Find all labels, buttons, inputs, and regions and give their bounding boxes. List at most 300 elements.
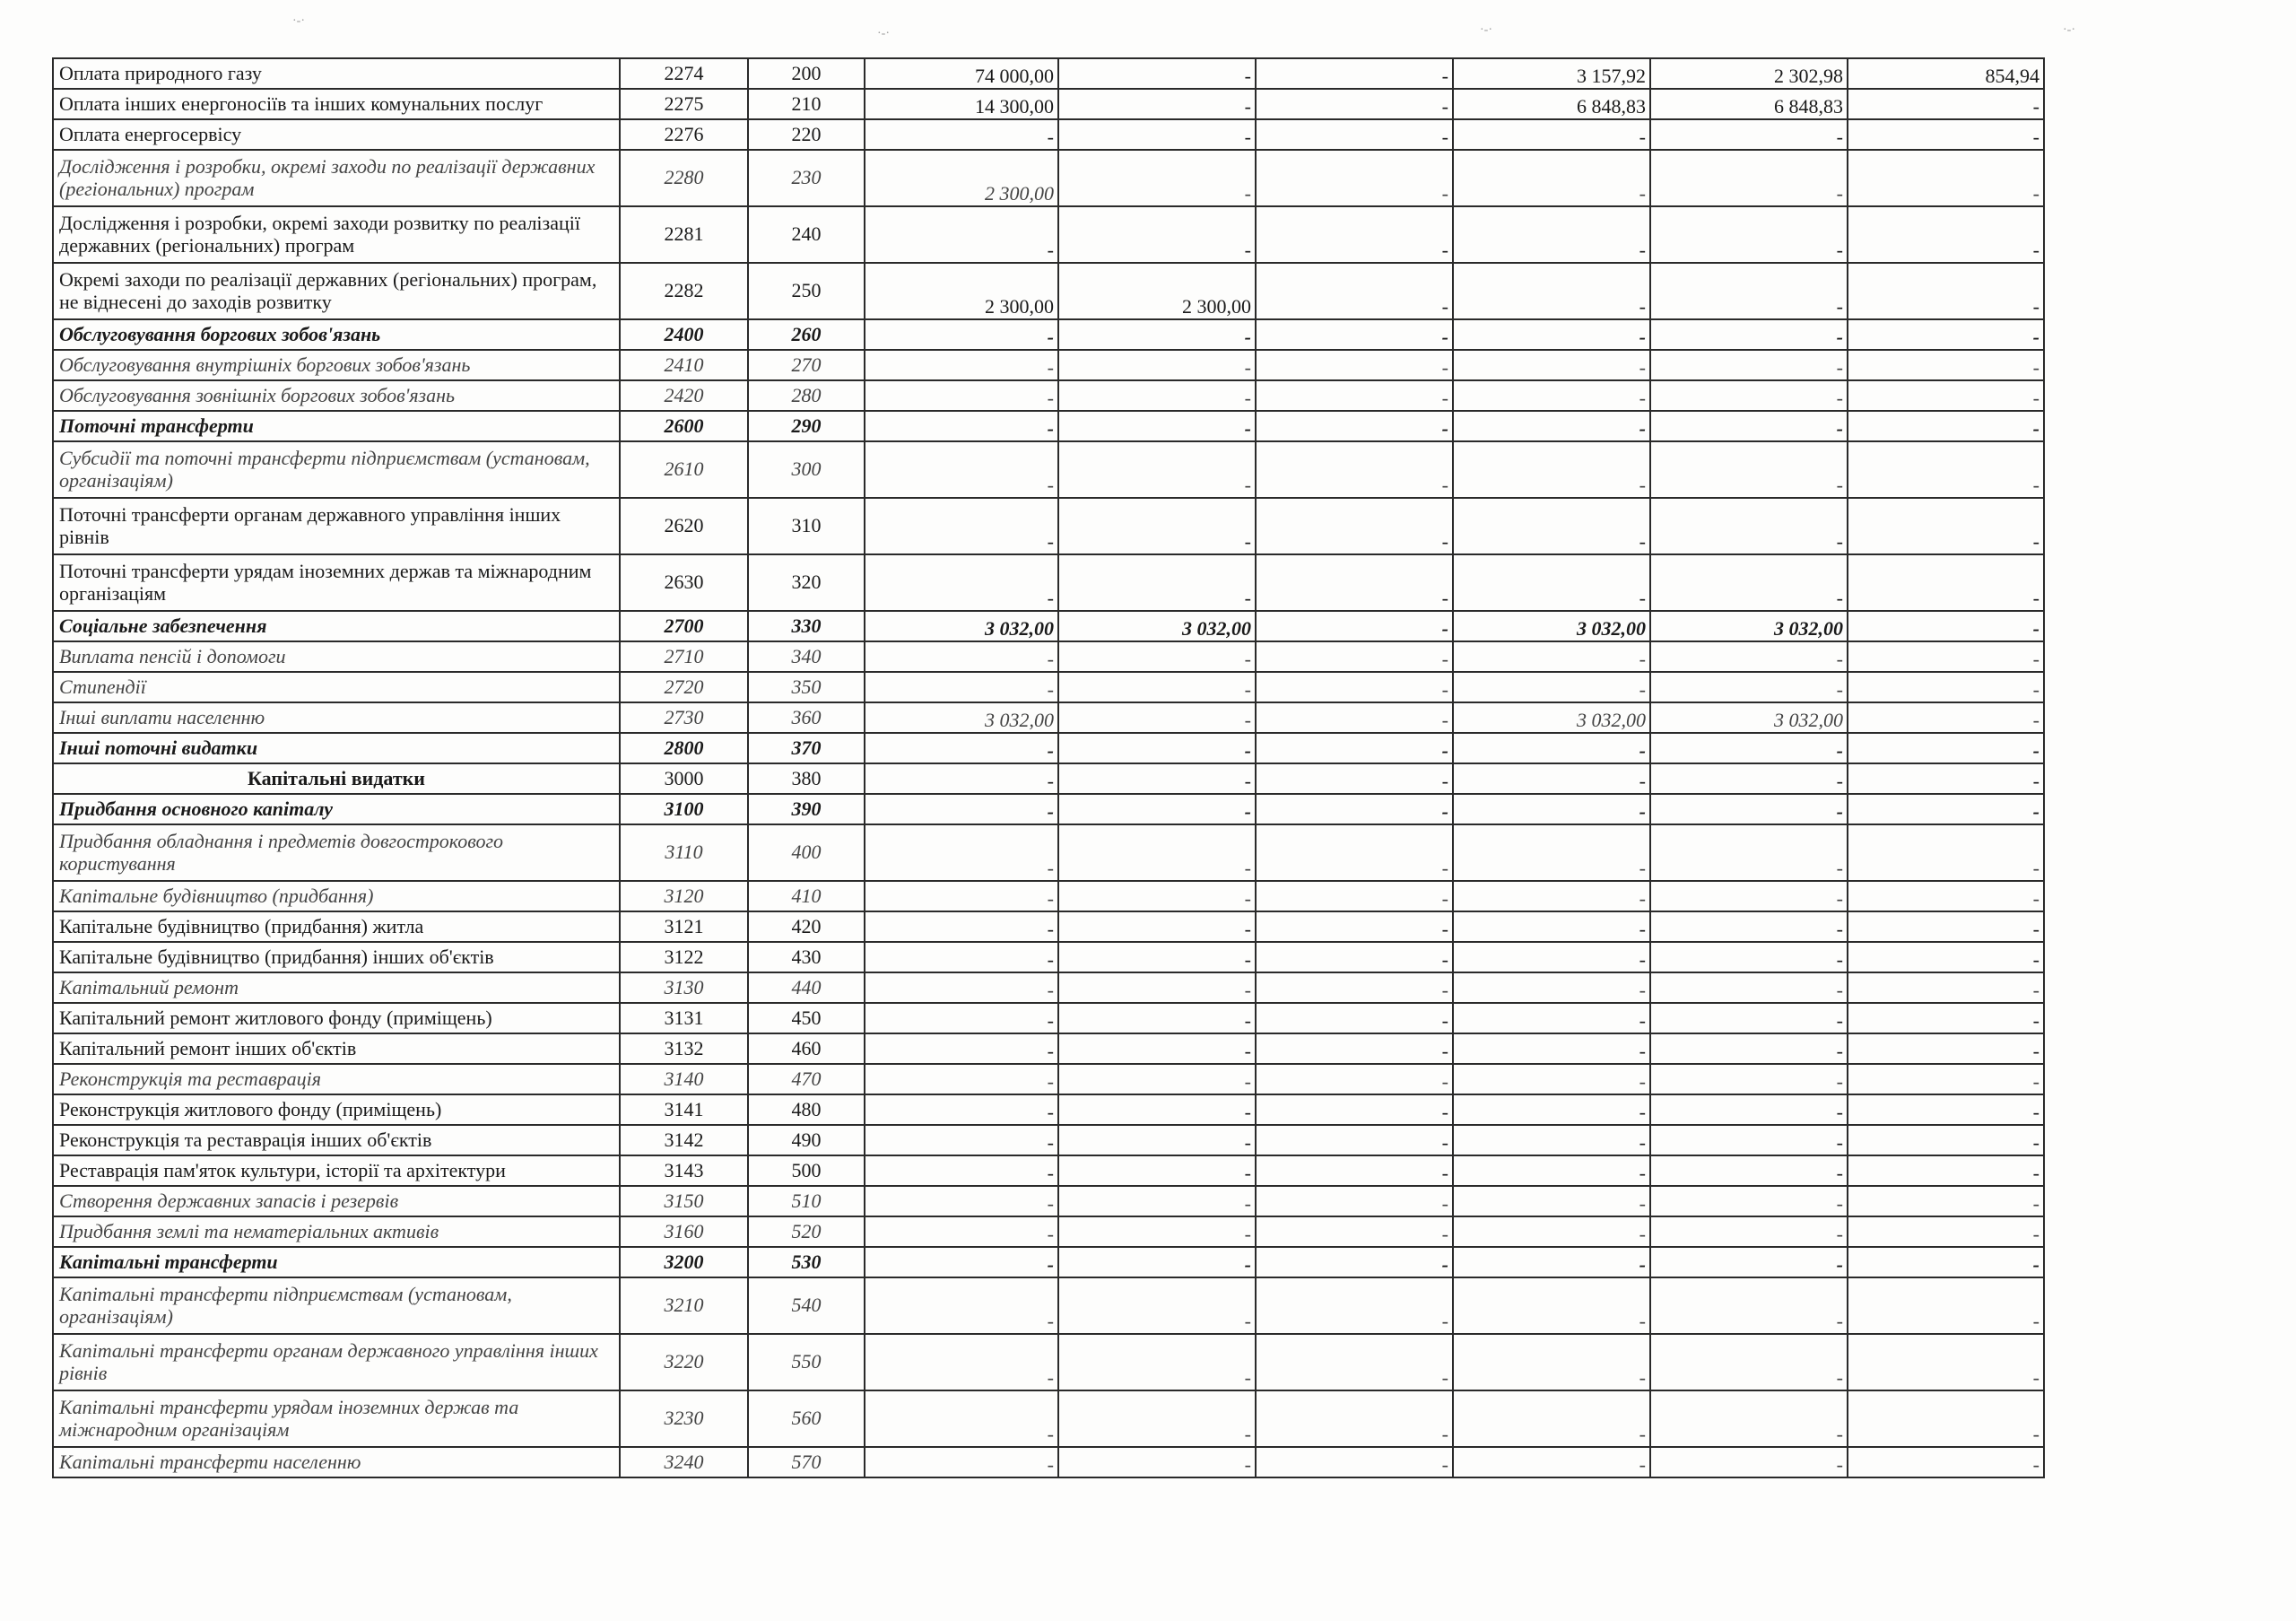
row-amount-cell-v1: - [865,824,1058,881]
row-amount-cell-v5: - [1650,150,1848,206]
row-line-number-cell: 530 [748,1247,865,1277]
row-amount-cell-v2: - [1058,1125,1256,1155]
row-amount-cell-v3: - [1256,150,1453,206]
row-code-cell: 3140 [620,1064,748,1094]
row-amount-cell-v2: - [1058,89,1256,119]
row-amount-cell-v1: - [865,1155,1058,1186]
row-line-number-cell: 420 [748,911,865,942]
row-code-cell: 2800 [620,733,748,763]
row-amount-cell-v6: - [1848,1003,2044,1033]
row-name-cell: Обслуговування боргових зобов'язань [53,319,620,350]
row-name-cell: Поточні трансферти органам державного управління інших рівнів [53,498,620,554]
row-amount-cell-v2: - [1058,672,1256,702]
row-amount-cell-v2: - [1058,641,1256,672]
row-code-cell: 3130 [620,972,748,1003]
row-amount-cell-v6: - [1848,1064,2044,1094]
table-row [53,380,2044,411]
row-amount-cell-v1: - [865,1003,1058,1033]
row-line-number-cell: 550 [748,1334,865,1390]
row-name-cell: Окремі заходи по реалізації державних (регіональних) програм, не віднесені до заходів розвитку [53,263,620,319]
row-amount-cell-v2: - [1058,942,1256,972]
row-amount-cell-v3: - [1256,89,1453,119]
row-amount-cell-v6: - [1848,942,2044,972]
row-amount-cell-v4: 3 157,92 [1453,58,1650,89]
row-amount-cell-v5: - [1650,672,1848,702]
budget-expenditure-table [52,57,2045,1478]
row-amount-cell-v4: - [1453,733,1650,763]
row-name-cell: Обслуговування внутрішніх боргових зобов'язань [53,350,620,380]
row-line-number-cell: 340 [748,641,865,672]
table-body [53,58,2044,1477]
row-amount-cell-v2: - [1058,150,1256,206]
table-row [53,1334,2044,1390]
row-name-cell: Дослідження і розробки, окремі заходи по реалізації державних (регіональних) програм [53,150,620,206]
row-code-cell: 3132 [620,1033,748,1064]
table-row [53,881,2044,911]
row-amount-cell-v4: - [1453,263,1650,319]
row-line-number-cell: 560 [748,1390,865,1447]
scan-speck: ·-· [2063,23,2075,37]
row-amount-cell-v2: 2 300,00 [1058,263,1256,319]
row-amount-cell-v2: - [1058,1334,1256,1390]
row-amount-cell-v6: - [1848,702,2044,733]
row-amount-cell-v6: - [1848,1094,2044,1125]
row-line-number-cell: 510 [748,1186,865,1216]
row-amount-cell-v4: - [1453,119,1650,150]
row-amount-cell-v4: - [1453,672,1650,702]
row-amount-cell-v4: - [1453,1155,1650,1186]
row-amount-cell-v5: - [1650,441,1848,498]
row-amount-cell-v3: - [1256,641,1453,672]
row-name-cell: Оплата природного газу [53,58,620,89]
row-amount-cell-v1: - [865,1186,1058,1216]
row-code-cell: 2276 [620,119,748,150]
row-name-cell: Капітальний ремонт інших об'єктів [53,1033,620,1064]
row-amount-cell-v3: - [1256,498,1453,554]
row-amount-cell-v4: - [1453,206,1650,263]
row-amount-cell-v6: - [1848,641,2044,672]
row-line-number-cell: 350 [748,672,865,702]
table-row [53,1277,2044,1334]
row-amount-cell-v2: - [1058,498,1256,554]
row-name-cell: Придбання землі та нематеріальних активів [53,1216,620,1247]
table-row [53,972,2044,1003]
row-code-cell: 2720 [620,672,748,702]
row-amount-cell-v6: - [1848,733,2044,763]
row-name-cell: Капітальний ремонт [53,972,620,1003]
row-name-cell: Соціальне забезпечення [53,611,620,641]
row-amount-cell-v6: - [1848,89,2044,119]
table-row [53,763,2044,794]
row-amount-cell-v1: - [865,441,1058,498]
row-amount-cell-v6: - [1848,1334,2044,1390]
table-row [53,1064,2044,1094]
row-amount-cell-v1: - [865,411,1058,441]
row-code-cell: 2420 [620,380,748,411]
row-amount-cell-v6: - [1848,441,2044,498]
row-amount-cell-v3: - [1256,824,1453,881]
row-amount-cell-v2: - [1058,319,1256,350]
row-name-cell: Капітальні трансферти органам державного управління інших рівнів [53,1334,620,1390]
row-amount-cell-v2: - [1058,733,1256,763]
row-code-cell: 2600 [620,411,748,441]
row-line-number-cell: 300 [748,441,865,498]
row-name-cell: Капітальний ремонт житлового фонду (приміщень) [53,1003,620,1033]
row-amount-cell-v3: - [1256,1125,1453,1155]
row-amount-cell-v1: - [865,733,1058,763]
row-line-number-cell: 230 [748,150,865,206]
row-amount-cell-v3: - [1256,206,1453,263]
row-line-number-cell: 470 [748,1064,865,1094]
row-amount-cell-v6: - [1848,763,2044,794]
row-amount-cell-v4: - [1453,881,1650,911]
row-amount-cell-v4: - [1453,380,1650,411]
row-amount-cell-v3: - [1256,350,1453,380]
table-row [53,824,2044,881]
row-name-cell: Дослідження і розробки, окремі заходи розвитку по реалізації державних (регіональних) програм [53,206,620,263]
table-row [53,672,2044,702]
row-code-cell: 3100 [620,794,748,824]
row-code-cell: 3200 [620,1247,748,1277]
row-amount-cell-v4: 3 032,00 [1453,702,1650,733]
row-amount-cell-v2: 3 032,00 [1058,611,1256,641]
table-row [53,554,2044,611]
row-line-number-cell: 440 [748,972,865,1003]
table-row [53,1155,2044,1186]
row-amount-cell-v1: - [865,1094,1058,1125]
row-amount-cell-v6: - [1848,554,2044,611]
row-code-cell: 2710 [620,641,748,672]
row-line-number-cell: 220 [748,119,865,150]
row-amount-cell-v2: - [1058,411,1256,441]
row-name-cell: Поточні трансферти [53,411,620,441]
row-amount-cell-v5: - [1650,1064,1848,1094]
table-row [53,58,2044,89]
row-amount-cell-v5: - [1650,1277,1848,1334]
row-amount-cell-v1: - [865,119,1058,150]
row-line-number-cell: 320 [748,554,865,611]
row-amount-cell-v2: - [1058,824,1256,881]
row-name-cell: Реконструкція та реставрація інших об'єктів [53,1125,620,1155]
row-amount-cell-v5: - [1650,911,1848,942]
row-amount-cell-v3: - [1256,733,1453,763]
table-row [53,1003,2044,1033]
row-name-cell: Створення державних запасів і резервів [53,1186,620,1216]
row-name-cell: Інші виплати населенню [53,702,620,733]
row-name-cell: Капітальні трансферти [53,1247,620,1277]
row-amount-cell-v5: - [1650,942,1848,972]
row-amount-cell-v6: - [1848,1277,2044,1334]
row-code-cell: 3230 [620,1390,748,1447]
row-amount-cell-v5: - [1650,554,1848,611]
row-amount-cell-v6: - [1848,411,2044,441]
row-amount-cell-v1: - [865,1125,1058,1155]
row-amount-cell-v1: - [865,206,1058,263]
row-amount-cell-v1: - [865,972,1058,1003]
row-amount-cell-v4: - [1453,1390,1650,1447]
row-amount-cell-v4: - [1453,763,1650,794]
row-name-cell: Виплата пенсій і допомоги [53,641,620,672]
row-amount-cell-v6: 854,94 [1848,58,2044,89]
row-line-number-cell: 330 [748,611,865,641]
row-code-cell: 2275 [620,89,748,119]
row-amount-cell-v6: - [1848,824,2044,881]
row-name-cell: Придбання обладнання і предметів довгострокового користування [53,824,620,881]
row-amount-cell-v4: - [1453,1125,1650,1155]
row-code-cell: 2410 [620,350,748,380]
row-amount-cell-v1: - [865,672,1058,702]
scan-speck: ·-· [877,27,890,40]
row-amount-cell-v5: - [1650,1125,1848,1155]
table-row [53,150,2044,206]
table-row [53,641,2044,672]
row-amount-cell-v5: - [1650,794,1848,824]
row-amount-cell-v6: - [1848,1155,2044,1186]
table-row [53,733,2044,763]
row-amount-cell-v3: - [1256,58,1453,89]
row-amount-cell-v2: - [1058,1155,1256,1186]
row-amount-cell-v1: - [865,1447,1058,1477]
row-line-number-cell: 200 [748,58,865,89]
row-amount-cell-v5: - [1650,881,1848,911]
row-amount-cell-v4: - [1453,1277,1650,1334]
table-row [53,1033,2044,1064]
row-amount-cell-v2: - [1058,1277,1256,1334]
row-line-number-cell: 490 [748,1125,865,1155]
row-amount-cell-v4: - [1453,1447,1650,1477]
row-amount-cell-v4: - [1453,1334,1650,1390]
row-amount-cell-v3: - [1256,911,1453,942]
row-amount-cell-v3: - [1256,554,1453,611]
row-amount-cell-v4: - [1453,1033,1650,1064]
row-amount-cell-v2: - [1058,1390,1256,1447]
row-amount-cell-v5: - [1650,1216,1848,1247]
row-amount-cell-v4: - [1453,554,1650,611]
row-amount-cell-v6: - [1848,972,2044,1003]
table-row [53,1186,2044,1216]
row-amount-cell-v5: 2 302,98 [1650,58,1848,89]
row-amount-cell-v4: - [1453,498,1650,554]
row-amount-cell-v3: - [1256,380,1453,411]
table-row [53,911,2044,942]
row-name-cell: Капітальні трансферти підприємствам (установам, організаціям) [53,1277,620,1334]
row-amount-cell-v4: - [1453,350,1650,380]
table-row [53,263,2044,319]
row-code-cell: 3121 [620,911,748,942]
row-name-cell: Оплата енергосервісу [53,119,620,150]
row-amount-cell-v4: - [1453,1064,1650,1094]
row-name-cell: Капітальні трансферти урядам іноземних держав та міжнародним організаціям [53,1390,620,1447]
row-amount-cell-v1: - [865,498,1058,554]
row-amount-cell-v3: - [1256,1390,1453,1447]
row-line-number-cell: 400 [748,824,865,881]
row-line-number-cell: 240 [748,206,865,263]
row-amount-cell-v6: - [1848,881,2044,911]
row-amount-cell-v4: - [1453,150,1650,206]
row-code-cell: 3122 [620,942,748,972]
row-name-cell: Поточні трансферти урядам іноземних держав та міжнародним організаціям [53,554,620,611]
row-code-cell: 3160 [620,1216,748,1247]
row-code-cell: 2274 [620,58,748,89]
row-amount-cell-v4: - [1453,1094,1650,1125]
row-amount-cell-v5: - [1650,972,1848,1003]
row-amount-cell-v2: - [1058,1064,1256,1094]
table-row [53,498,2044,554]
row-code-cell: 2610 [620,441,748,498]
row-amount-cell-v1: - [865,763,1058,794]
row-amount-cell-v4: - [1453,911,1650,942]
table-row [53,1390,2044,1447]
row-line-number-cell: 290 [748,411,865,441]
row-code-cell: 2620 [620,498,748,554]
row-amount-cell-v3: - [1256,1447,1453,1477]
row-amount-cell-v1: - [865,881,1058,911]
row-amount-cell-v1: - [865,641,1058,672]
row-amount-cell-v5: - [1650,1003,1848,1033]
row-amount-cell-v4: - [1453,1216,1650,1247]
row-amount-cell-v4: - [1453,1247,1650,1277]
table-row [53,611,2044,641]
table-row [53,1216,2044,1247]
row-amount-cell-v6: - [1848,1447,2044,1477]
row-amount-cell-v5: - [1650,119,1848,150]
row-amount-cell-v3: - [1256,1216,1453,1247]
table-row [53,89,2044,119]
table-row [53,350,2044,380]
table-row [53,1125,2044,1155]
row-line-number-cell: 280 [748,380,865,411]
row-amount-cell-v5: - [1650,206,1848,263]
row-code-cell: 2282 [620,263,748,319]
row-amount-cell-v1: 3 032,00 [865,702,1058,733]
row-code-cell: 2400 [620,319,748,350]
row-amount-cell-v1: 2 300,00 [865,150,1058,206]
row-code-cell: 2280 [620,150,748,206]
row-code-cell: 3210 [620,1277,748,1334]
row-amount-cell-v6: - [1848,319,2044,350]
row-code-cell: 3143 [620,1155,748,1186]
row-amount-cell-v2: - [1058,972,1256,1003]
row-amount-cell-v5: - [1650,263,1848,319]
row-amount-cell-v1: - [865,1247,1058,1277]
row-amount-cell-v5: 3 032,00 [1650,702,1848,733]
row-amount-cell-v5: - [1650,641,1848,672]
row-amount-cell-v3: - [1256,763,1453,794]
row-line-number-cell: 260 [748,319,865,350]
row-amount-cell-v6: - [1848,206,2044,263]
row-amount-cell-v4: - [1453,1186,1650,1216]
table-row [53,441,2044,498]
row-amount-cell-v6: - [1848,672,2044,702]
row-name-cell: Оплата інших енергоносіїв та інших комунальних послуг [53,89,620,119]
row-name-cell: Реконструкція та реставрація [53,1064,620,1094]
row-code-cell: 3000 [620,763,748,794]
row-amount-cell-v6: - [1848,150,2044,206]
row-amount-cell-v5: 3 032,00 [1650,611,1848,641]
row-code-cell: 3240 [620,1447,748,1477]
table-row [53,1447,2044,1477]
row-amount-cell-v6: - [1848,1247,2044,1277]
row-amount-cell-v3: - [1256,881,1453,911]
row-amount-cell-v3: - [1256,319,1453,350]
row-amount-cell-v6: - [1848,263,2044,319]
row-line-number-cell: 380 [748,763,865,794]
row-name-cell: Капітальне будівництво (придбання) житла [53,911,620,942]
row-amount-cell-v1: - [865,1390,1058,1447]
row-amount-cell-v1: - [865,350,1058,380]
row-amount-cell-v5: - [1650,1155,1848,1186]
row-line-number-cell: 360 [748,702,865,733]
row-amount-cell-v6: - [1848,1390,2044,1447]
table-row [53,1247,2044,1277]
row-name-cell: Капітальні видатки [53,763,620,794]
row-amount-cell-v1: 3 032,00 [865,611,1058,641]
row-amount-cell-v5: - [1650,1447,1848,1477]
row-amount-cell-v3: - [1256,972,1453,1003]
row-amount-cell-v2: - [1058,1216,1256,1247]
row-amount-cell-v3: - [1256,1155,1453,1186]
row-line-number-cell: 570 [748,1447,865,1477]
row-amount-cell-v4: - [1453,972,1650,1003]
row-line-number-cell: 410 [748,881,865,911]
row-amount-cell-v3: - [1256,411,1453,441]
row-amount-cell-v1: 74 000,00 [865,58,1058,89]
row-amount-cell-v2: - [1058,1247,1256,1277]
table-row [53,206,2044,263]
row-amount-cell-v3: - [1256,702,1453,733]
row-amount-cell-v1: - [865,380,1058,411]
row-amount-cell-v5: - [1650,498,1848,554]
row-name-cell: Обслуговування зовнішніх боргових зобов'язань [53,380,620,411]
row-amount-cell-v3: - [1256,441,1453,498]
row-name-cell: Придбання основного капіталу [53,794,620,824]
row-amount-cell-v6: - [1848,611,2044,641]
row-line-number-cell: 500 [748,1155,865,1186]
row-amount-cell-v4: 3 032,00 [1453,611,1650,641]
row-code-cell: 2730 [620,702,748,733]
row-amount-cell-v6: - [1848,350,2044,380]
row-amount-cell-v1: - [865,1334,1058,1390]
row-amount-cell-v3: - [1256,1094,1453,1125]
table-row [53,411,2044,441]
table-row [53,794,2044,824]
row-amount-cell-v1: - [865,911,1058,942]
scan-speck: ·-· [292,14,305,28]
row-code-cell: 3150 [620,1186,748,1216]
row-amount-cell-v6: - [1848,1216,2044,1247]
row-amount-cell-v1: - [865,794,1058,824]
row-amount-cell-v6: - [1848,119,2044,150]
row-line-number-cell: 430 [748,942,865,972]
row-amount-cell-v5: - [1650,1334,1848,1390]
row-amount-cell-v5: - [1650,1094,1848,1125]
row-line-number-cell: 540 [748,1277,865,1334]
row-amount-cell-v5: - [1650,1186,1848,1216]
row-amount-cell-v2: - [1058,911,1256,942]
row-line-number-cell: 450 [748,1003,865,1033]
row-name-cell: Капітальне будівництво (придбання) інших об'єктів [53,942,620,972]
row-amount-cell-v5: - [1650,1247,1848,1277]
row-code-cell: 3120 [620,881,748,911]
row-amount-cell-v4: - [1453,319,1650,350]
row-code-cell: 3131 [620,1003,748,1033]
row-amount-cell-v2: - [1058,58,1256,89]
row-name-cell: Субсидії та поточні трансферти підприємствам (установам, організаціям) [53,441,620,498]
row-amount-cell-v1: - [865,942,1058,972]
row-code-cell: 2700 [620,611,748,641]
scan-speck: ·-· [1480,23,1492,37]
row-amount-cell-v3: - [1256,1064,1453,1094]
